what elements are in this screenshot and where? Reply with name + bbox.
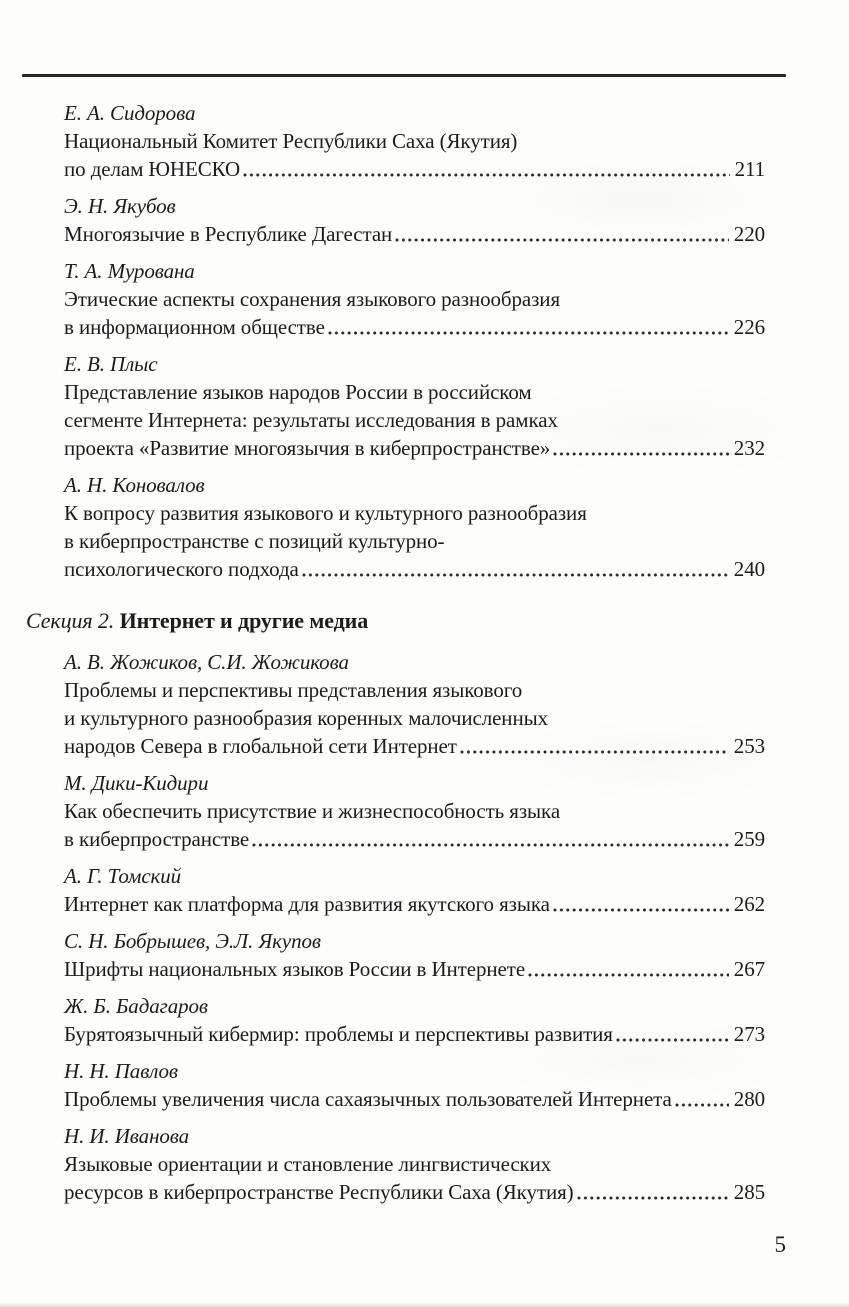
toc-entry [64, 1057, 765, 1113]
toc-entry-title-line [64, 732, 765, 760]
toc-entry-title-line [64, 1178, 765, 1206]
toc-entry-authors: Т. А. Мурована [64, 259, 195, 283]
toc-entry-page-number: 226 [733, 315, 765, 339]
toc-entry-title-line [64, 825, 765, 853]
toc-entry-title-text: Шрифты национальных языков России в Интернете [64, 957, 526, 981]
toc-entry-title-line [64, 1020, 765, 1048]
toc-entry-authors: А. Г. Томский [64, 864, 182, 888]
toc-entry-page-number: 267 [733, 957, 765, 981]
toc-entry [64, 350, 765, 462]
toc-entry-authors: Ж. Б. Бадагаров [64, 994, 208, 1018]
dot-leader [252, 842, 729, 848]
toc-entry-title-line [64, 313, 765, 341]
toc-entry [64, 192, 765, 248]
toc-entry-title-text: проекта «Развитие многоязычия в киберпространстве» [64, 436, 551, 460]
toc-entry-title-line [64, 1150, 765, 1178]
toc-entry-title-text: в информационном обществе [64, 315, 325, 339]
section-heading [26, 607, 765, 635]
scan-edge [0, 1302, 849, 1307]
toc-entry-title-line [64, 704, 765, 732]
toc-entry-title-line [64, 378, 765, 406]
toc-entry-page-number: 232 [733, 436, 765, 460]
toc-entry-authors: Э. Н. Якубов [64, 194, 176, 218]
toc-entry-title-line [64, 406, 765, 434]
toc-entry-title-text: сегменте Интернета: результаты исследования в рамках [64, 408, 558, 432]
toc-entry-title-line [64, 527, 765, 555]
header-rule [22, 74, 786, 77]
toc-entry-title-text: Национальный Комитет Республики Саха (Якутия) [64, 129, 518, 153]
toc-entry-authors: Е. А. Сидорова [64, 101, 196, 125]
toc-entry-title-text: в киберпространстве с позиций культурно- [64, 529, 445, 553]
section-heading-label: Секция 2. [26, 608, 115, 633]
toc-entry-page-number: 259 [733, 827, 765, 851]
dot-leader [302, 572, 729, 578]
toc-entry-authors: А. В. Жожиков, С.И. Жожикова [64, 650, 349, 674]
toc-entry-title-line [64, 555, 765, 583]
toc-entry-page-number: 285 [733, 1180, 765, 1204]
toc-entry-authors: Н. Н. Павлов [64, 1059, 178, 1083]
toc-entry-page-number: 240 [733, 557, 765, 581]
toc-entry-page-number: 273 [733, 1022, 765, 1046]
toc-entry [64, 769, 765, 853]
toc-entry-authors: Н. И. Иванова [64, 1124, 190, 1148]
toc-entry-title-text: народов Севера в глобальной сети Интернет [64, 734, 457, 758]
toc-entry [64, 992, 765, 1048]
page-number: 5 [774, 1232, 786, 1257]
dot-leader [553, 451, 729, 457]
toc-entry-title-text: К вопросу развития языкового и культурного разнообразия [64, 501, 587, 525]
section-heading-title: Интернет и другие медиа [114, 608, 369, 633]
dot-leader [616, 1037, 729, 1043]
toc-entry-title-text: Проблемы увеличения числа сахаязычных пользователей Интернета [64, 1087, 672, 1111]
toc-entry-title-line [64, 127, 765, 155]
toc-entry-title-text: Языковые ориентации и становление лингвистических [64, 1152, 552, 1176]
toc-entry-title-text: и культурного разнообразия коренных малочисленных [64, 706, 548, 730]
toc-entry-title-text: по делам ЮНЕСКО [64, 157, 241, 181]
toc-entry-title-line [64, 434, 765, 462]
toc-entry-title-line [64, 676, 765, 704]
toc-entry-title-text: в киберпространстве [64, 827, 250, 851]
toc-entry [64, 99, 765, 183]
toc-entry-title-line [64, 220, 765, 248]
dot-leader [553, 907, 729, 913]
toc-entry-title-line [64, 890, 765, 918]
dot-leader [577, 1195, 729, 1201]
dot-leader [460, 749, 729, 755]
toc-entry-title-line [64, 955, 765, 983]
dot-leader [243, 172, 730, 178]
toc-entry [64, 1122, 765, 1206]
toc-entry-title-text: Как обеспечить присутствие и жизнеспособность языка [64, 799, 561, 823]
dot-leader [528, 972, 729, 978]
toc-entry-authors: Е. В. Плыс [64, 352, 158, 376]
dot-leader [328, 330, 729, 336]
dot-leader [395, 237, 729, 243]
toc-entry-title-text: Этические аспекты сохранения языкового разнообразия [64, 287, 561, 311]
toc-entry-title-text: психологического подхода [64, 557, 299, 581]
toc-entry [64, 862, 765, 918]
toc-entry [64, 927, 765, 983]
toc-entry-title-text: Проблемы и перспективы представления языкового [64, 678, 523, 702]
toc-entry-title-line [64, 1085, 765, 1113]
toc-entry-title-line [64, 155, 765, 183]
toc-entry-page-number: 253 [733, 734, 765, 758]
dot-leader [675, 1102, 729, 1108]
table-of-contents [26, 99, 765, 1215]
toc-entry-title-text: ресурсов в киберпространстве Республики Саха (Якутия) [64, 1180, 574, 1204]
toc-entry-page-number: 280 [733, 1087, 765, 1111]
toc-entry-page-number: 262 [733, 892, 765, 916]
toc-entry-title-text: Многоязычие в Республике Дагестан [64, 222, 393, 246]
toc-entry-page-number: 220 [733, 222, 765, 246]
toc-entry-authors: С. Н. Бобрышев, Э.Л. Якупов [64, 929, 321, 953]
toc-entry-title-line [64, 285, 765, 313]
toc-entry [64, 471, 765, 583]
toc-entry-title-line [64, 499, 765, 527]
toc-entry-title-text: Интернет как платформа для развития якутского языка [64, 892, 550, 916]
toc-entry-authors: А. Н. Коновалов [64, 473, 205, 497]
toc-entry [64, 257, 765, 341]
toc-entry [64, 648, 765, 760]
toc-entry-title-line [64, 797, 765, 825]
toc-entry-authors: М. Дики-Кидири [64, 771, 209, 795]
toc-entry-page-number: 211 [734, 157, 765, 181]
toc-entry-title-text: Бурятоязычный кибермир: проблемы и перспективы развития [64, 1022, 613, 1046]
toc-entry-title-text: Представление языков народов России в российском [64, 380, 532, 404]
